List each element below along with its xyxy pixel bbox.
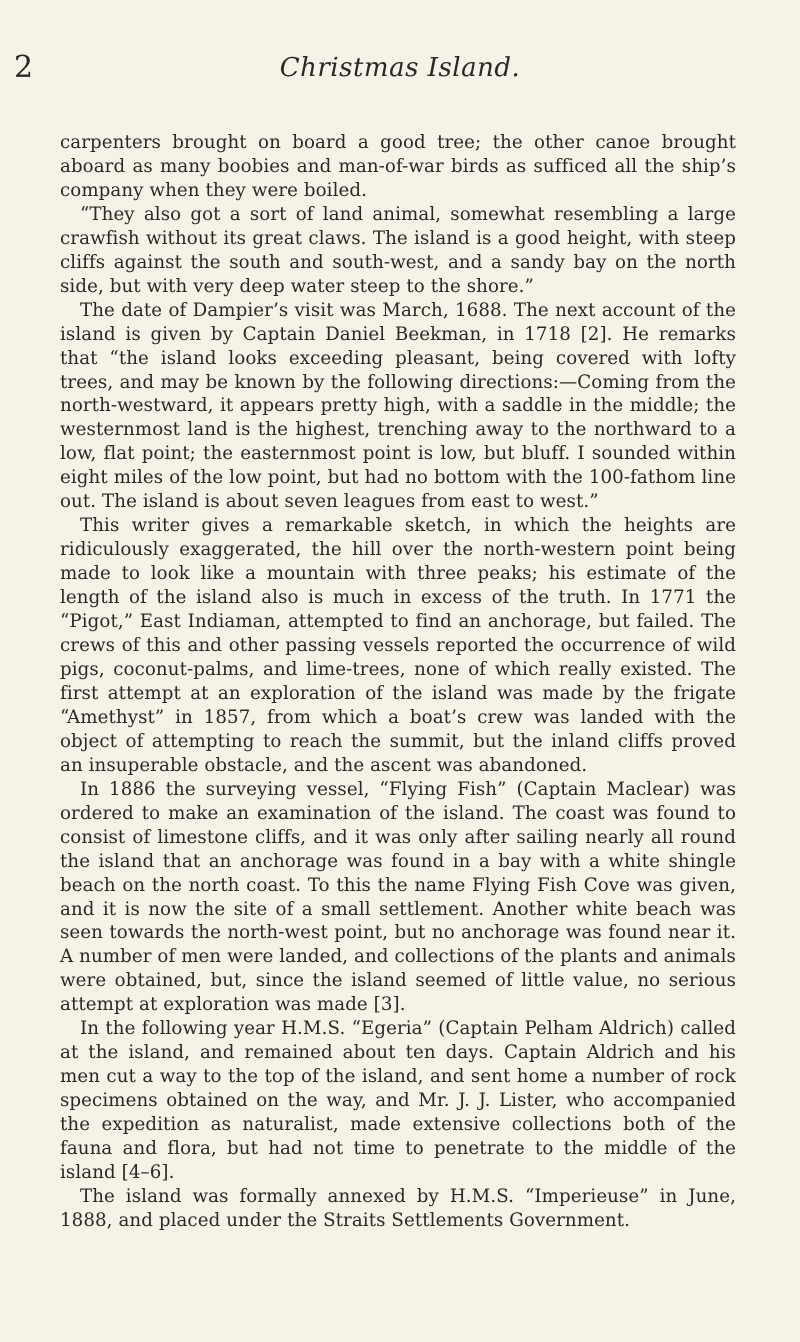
paragraph-quote-dampier: “They also got a sort of land animal, somewhat resembling a large crawfish without its great claws. The island is a good height, with steep cliffs against the south and south-west, and a sandy bay on the north side, but with very deep water steep to the shore.” (60, 203, 736, 297)
paragraph-egeria-visit: In the following year H.M.S. “Egeria” (Captain Pelham Aldrich) called at the island, and remained about ten days. Captain Aldrich and his men cut a way to the top of the island, and sent home a number of rock specimens obtained on the way, and Mr. J. J. Lister, who accompanied the expedition as naturalist, made extensive collections both of the fauna and flora, but had not time to penetrate to the middle of the island [4–6]. (60, 1018, 736, 1183)
body-text (60, 131, 736, 1233)
page-number: 2 (14, 50, 34, 85)
paragraph-beekman-account: The date of Dampier’s visit was March, 1688. The next account of the island is given by Captain Daniel Beekman, in 1718 [2]. He remarks that “the island looks exceeding pleasant, being covered with lofty trees, and may be known by the following directions:—Coming from the north-westward, it appears pretty high, with a saddle in the middle; the westernmost land is the highest, trenching away to the northward to a low, flat point; the easternmost point is low, but bluff. I sounded within eight miles of the low point, but had no bottom with the 100-fathom line out. The island is about seven leagues from east to west.” (60, 299, 736, 513)
paragraph-continuation: carpenters brought on board a good tree; the other canoe brought aboard as many boobies and man-of-war birds as sufficed all the ship’s company when they were boiled. (60, 132, 736, 201)
paragraph-annexation: The island was formally annexed by H.M.S. “Imperieuse” in June, 1888, and placed under the Straits Settlements Government. (60, 1185, 736, 1231)
paragraph-flying-fish-survey: In 1886 the surveying vessel, “Flying Fish” (Captain Maclear) was ordered to make an examination of the island. The coast was found to consist of limestone cliffs, and it was only after sailing nearly all round the island that an anchorage was found in a bay with a white shingle beach on the north coast. To this the name Flying Fish Cove was given, and it is now the site of a small settlement. Another white beach was seen towards the north-west point, but no anchorage was found near it. A number of men were landed, and collections of the plants and animals were obtained, but, since the island seemed of little value, no serious attempt at exploration was made [3]. (60, 778, 736, 1016)
running-title: Christmas Island. (279, 53, 521, 83)
paragraph-early-attempts: This writer gives a remarkable sketch, in which the heights are ridiculously exaggerated, the hill over the north-western point being made to look like a mountain with three peaks; his estimate of the length of the island also is much in excess of the truth. In 1771 the “Pigot,” East Indiaman, attempted to find an anchorage, but failed. The crews of this and other passing vessels reported the occurrence of wild pigs, coconut-palms, and lime-trees, none of which really existed. The first attempt at an exploration of the island was made by the frigate “Amethyst” in 1857, from which a boat’s crew was landed with the object of attempting to reach the summit, but the inland cliffs proved an insuperable obstacle, and the ascent was abandoned. (60, 515, 736, 776)
page-header (0, 50, 800, 90)
